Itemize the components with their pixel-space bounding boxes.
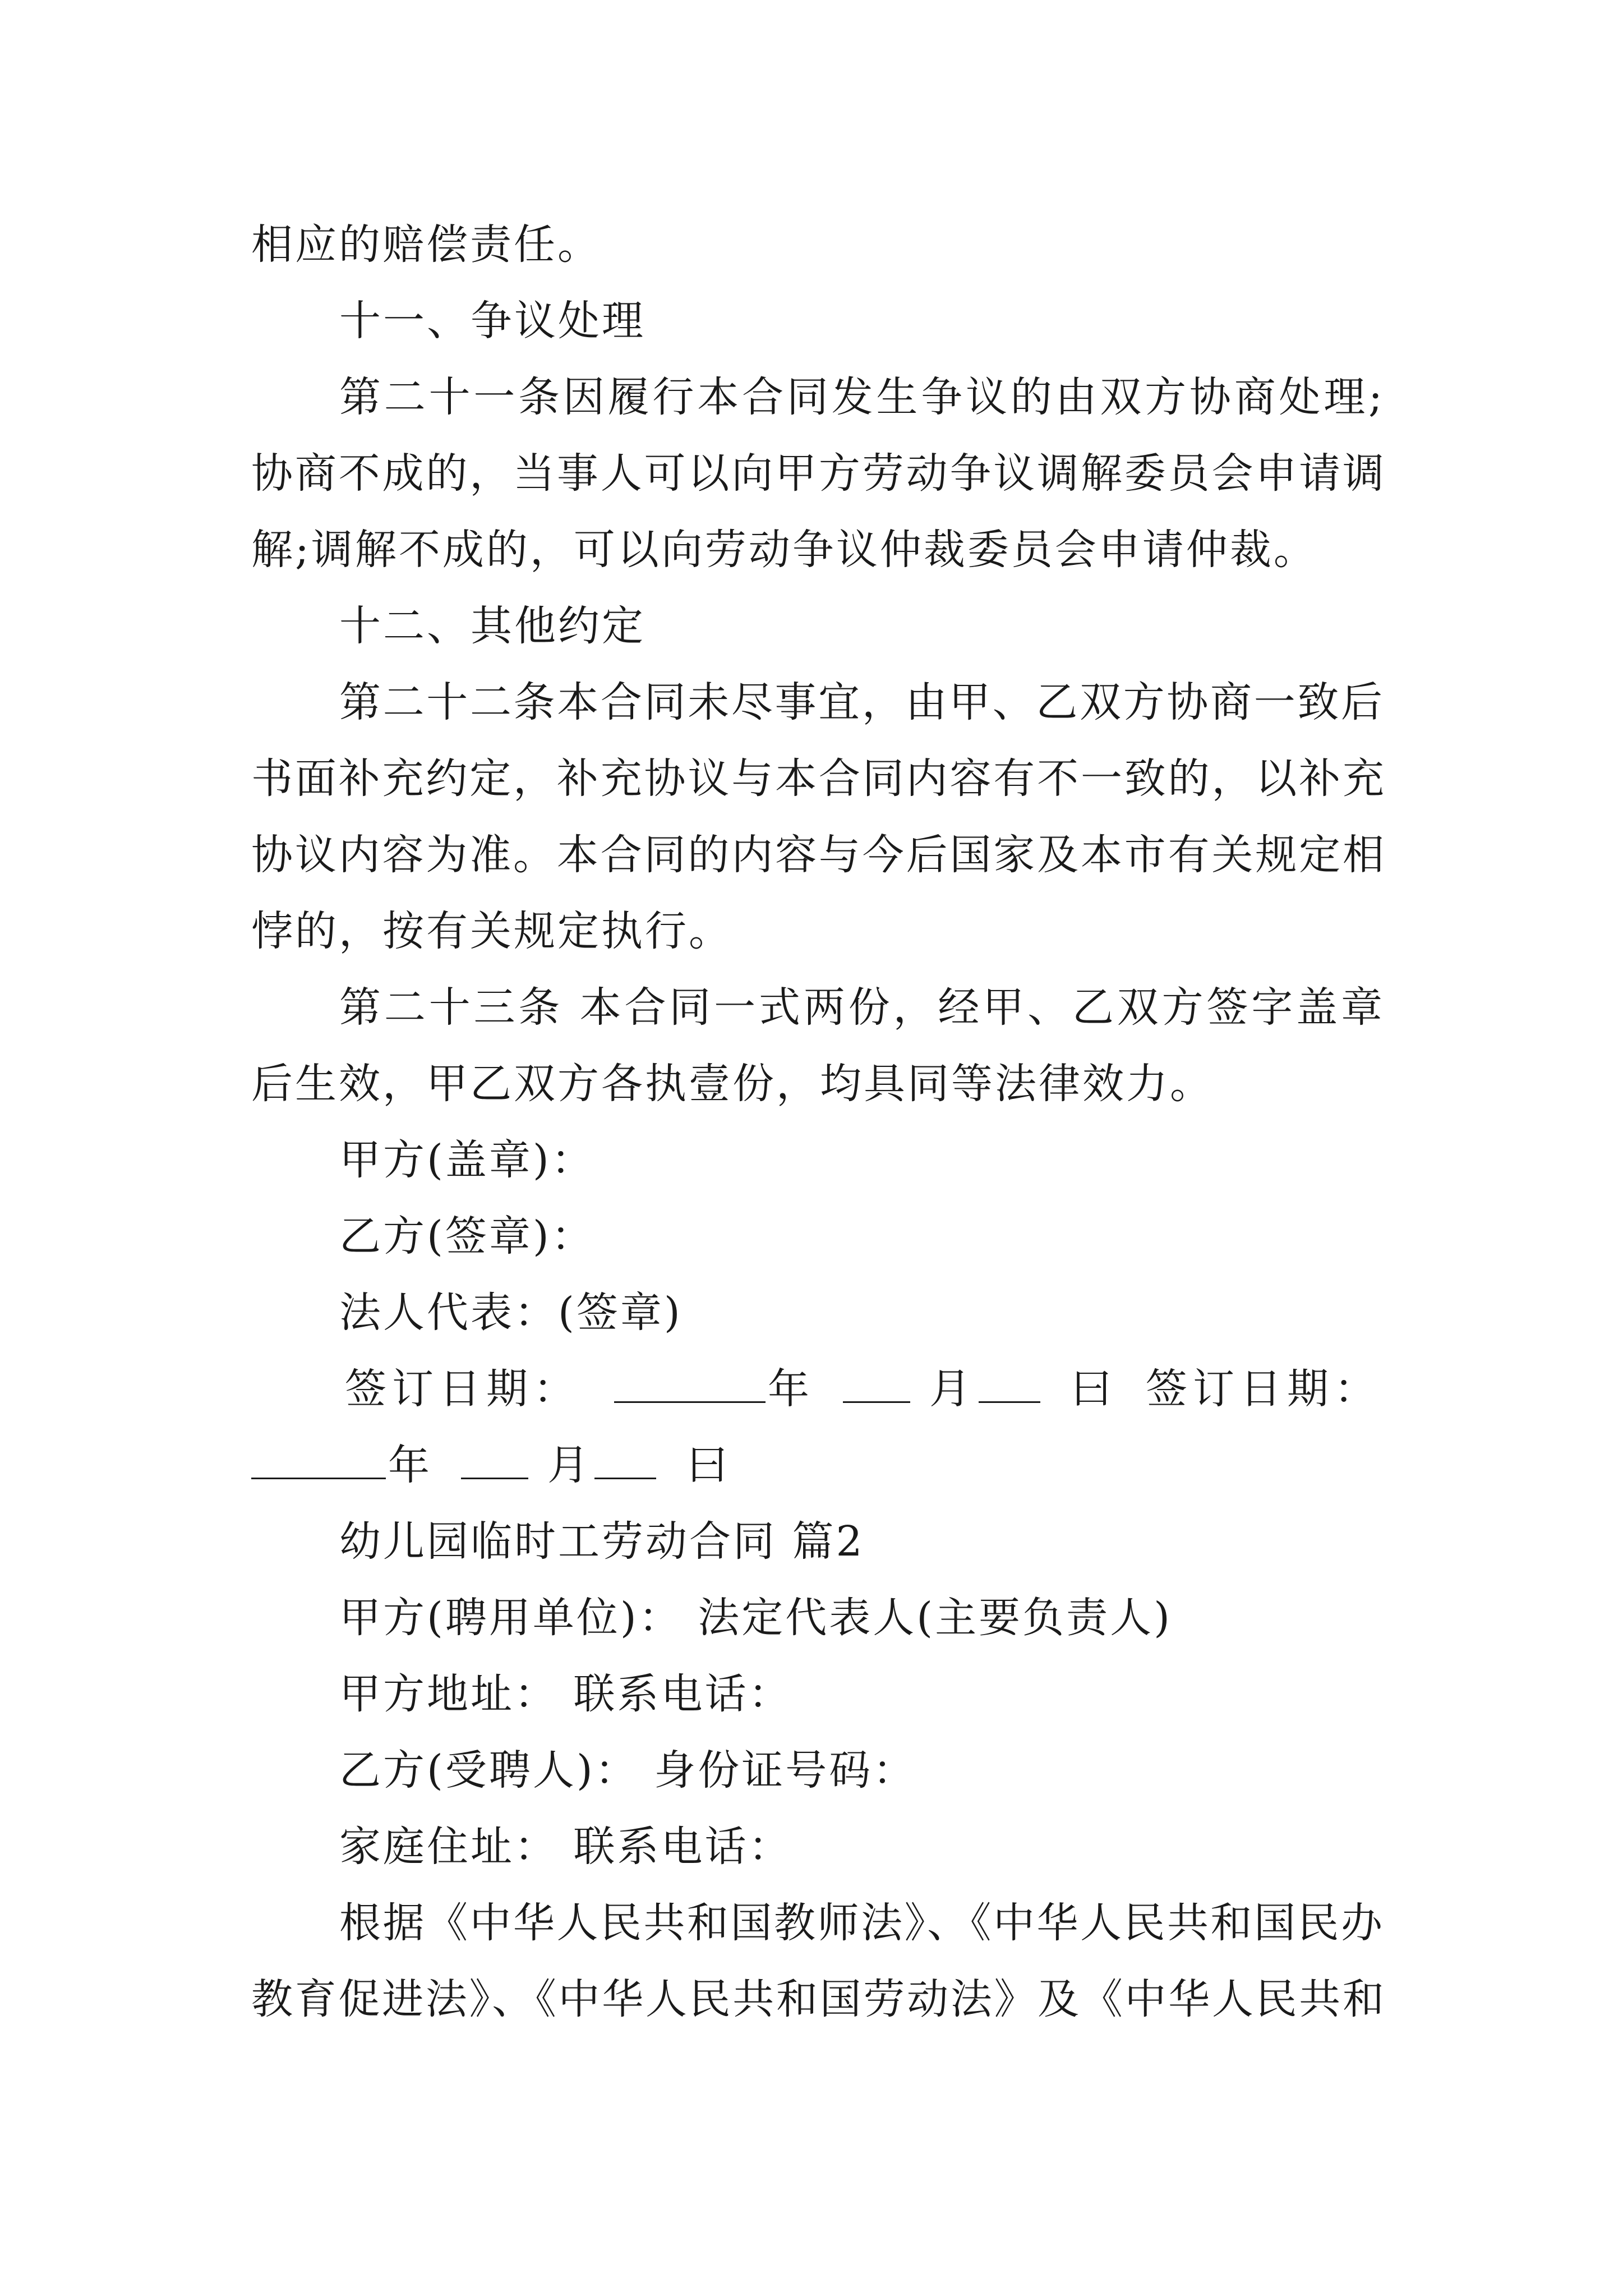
month-label: 月 xyxy=(547,1441,592,1489)
text-line: 第二十三条 本合同一式两份，经甲、乙双方签字盖章 xyxy=(339,983,1382,1032)
sign-date-line-2 xyxy=(251,1437,1623,1493)
employer-address-line: 甲方地址： 联系电话： xyxy=(339,1670,792,1718)
text-line: 教育促进法》、《中华人民共和国劳动法》及《中华人民共和 xyxy=(251,1975,1384,2023)
text-line: 悖的，按有关规定执行。 xyxy=(251,907,732,955)
section-heading: 十一、争议处理 xyxy=(339,297,645,345)
year-label: 年 xyxy=(768,1365,815,1413)
party-a-seal-line: 甲方(盖章)： xyxy=(339,1136,595,1184)
employee-line: 乙方(受聘人)： 身份证号码： xyxy=(339,1746,917,1795)
sign-date-label: 签订日期： xyxy=(345,1365,580,1413)
month-label: 月 xyxy=(929,1365,976,1413)
text-line: 协商不成的，当事人可以向甲方劳动争议调解委员会申请调 xyxy=(251,449,1384,498)
year-blank xyxy=(614,1364,766,1403)
month-blank xyxy=(843,1364,910,1403)
year-label: 年 xyxy=(388,1441,433,1489)
employer-line: 甲方(聘用单位)： 法定代表人(主要负责人) xyxy=(339,1594,1173,1642)
month-blank xyxy=(461,1441,528,1479)
contract-title: 幼儿园临时工劳动合同 篇2 xyxy=(339,1517,865,1566)
text-line: 第二十一条因履行本合同发生争议的由双方协商处理; xyxy=(339,373,1382,421)
text-line: 解;调解不成的，可以向劳动争议仲裁委员会申请仲裁。 xyxy=(251,526,1317,574)
legal-rep-line: 法人代表：(签章) xyxy=(339,1289,683,1337)
text-line: 协议内容为准。本合同的内容与今后国家及本市有关规定相 xyxy=(251,831,1384,879)
party-b-seal-line: 乙方(签章)： xyxy=(339,1212,595,1260)
day-blank xyxy=(594,1441,656,1479)
text-line: 相应的赔偿责任。 xyxy=(251,220,601,269)
day-blank xyxy=(979,1364,1040,1403)
home-address-line: 家庭住址： 联系电话： xyxy=(339,1823,792,1871)
text-line: 第二十二条本合同未尽事宜，由甲、乙双方协商一致后 xyxy=(339,678,1382,726)
year-blank xyxy=(251,1441,386,1479)
text-line: 书面补充约定，补充协议与本合同内容有不一致的，以补充 xyxy=(251,754,1384,803)
day-label: 曰 xyxy=(686,1441,731,1489)
sign-date-label-2: 签订日期： xyxy=(1146,1365,1381,1413)
text-line: 根据《中华人民共和国教师法》、《中华人民共和国民办 xyxy=(339,1899,1382,1947)
section-heading: 十二、其他约定 xyxy=(339,602,645,650)
text-line: 后生效，甲乙双方各执壹份，均具同等法律效力。 xyxy=(251,1060,1214,1108)
day-label: 曰 xyxy=(1071,1365,1118,1413)
sign-date-line xyxy=(345,1361,1623,1417)
